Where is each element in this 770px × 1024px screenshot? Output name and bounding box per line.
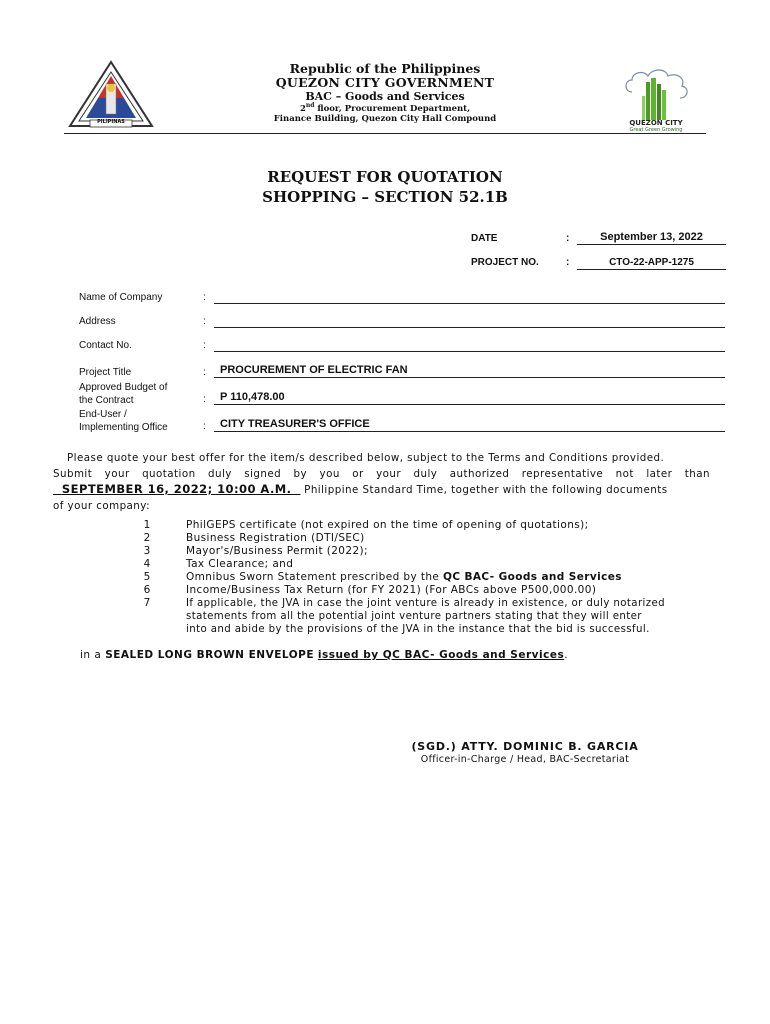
project-title-colon: :: [203, 367, 206, 378]
abc-label-line-2: the Contract: [79, 394, 134, 406]
company-field[interactable]: [214, 290, 725, 304]
company-label: Name of Company: [79, 292, 163, 303]
abc-colon: :: [203, 394, 206, 405]
req-number: 3: [143, 545, 151, 557]
header-floor: 2nd floor, Procurement Department,: [299, 102, 471, 115]
contact-field[interactable]: [214, 338, 725, 352]
document-title: [0, 168, 770, 207]
enduser-colon: :: [203, 421, 206, 432]
req-number: 4: [143, 558, 151, 570]
instruction-line-2: Submit your quotation duly signed by you or your duly authorized representative not later than: [53, 467, 710, 480]
title-line-1: REQUEST FOR QUOTATION: [267, 168, 503, 186]
project-no-value: CTO-22-APP-1275: [577, 257, 726, 270]
header-building: Finance Building, Quezon City Hall Compound: [273, 113, 497, 124]
enduser-label: [79, 409, 168, 434]
instruction-paragraph: [53, 451, 710, 514]
instruction-line-1: Please quote your best offer for the item/s described below, subject to the Terms and Conditions provided.: [67, 452, 665, 464]
deadline: SEPTEMBER 16, 2022; 10:00 A.M.: [61, 482, 292, 496]
project-no-colon: :: [566, 257, 570, 268]
req-number: 5: [143, 571, 151, 583]
req-item: Omnibus Sworn Statement prescribed by the QC BAC- Goods and Services: [186, 571, 622, 583]
header-government: QUEZON CITY GOVERNMENT: [275, 75, 495, 91]
header-bac: BAC – Goods and Services: [305, 89, 465, 103]
instruction-line-4: of your company:: [53, 499, 151, 512]
contact-label: Contact No.: [79, 340, 132, 351]
date-colon: :: [566, 233, 570, 244]
req-item: Business Registration (DTI/SEC): [186, 532, 365, 544]
header-divider: [64, 133, 706, 134]
req-item: Tax Clearance; and: [186, 558, 294, 570]
req-item: If applicable, the JVA in case the joint venture is already in existence, or duly notarized statements from all the potential joint venture partners stating that they will enter into and abide by the provisions of the JVA in the instance that the bid is successful.: [186, 598, 666, 635]
project-no-label: PROJECT NO.: [471, 257, 539, 268]
req-number: 2: [143, 532, 151, 544]
address-label: Address: [79, 316, 116, 327]
instruction-line-3: SEPTEMBER 16, 2022; 10:00 A.M. Philippine Standard Time, together with the following documents: [53, 482, 710, 499]
letterhead: [240, 62, 530, 125]
date-value: September 13, 2022: [577, 231, 726, 245]
address-field[interactable]: [214, 314, 725, 328]
contact-colon: :: [203, 340, 206, 351]
project-title-label: Project Title: [79, 367, 132, 378]
envelope-instruction: in a SEALED LONG BROWN ENVELOPE issued by QC BAC- Goods and Services.: [80, 649, 569, 661]
signatory-title: Officer-in-Charge / Head, BAC-Secretariat: [420, 754, 630, 765]
abc-label-line-1: Approved Budget of: [79, 382, 168, 393]
seal-bottom-text: PILIPINAS: [97, 119, 125, 125]
req-item: PhilGEPS certificate (not expired on the time of opening of quotations);: [186, 519, 589, 531]
abc-value: P 110,478.00: [214, 391, 725, 405]
req-item: Income/Business Tax Return (for FY 2021) (For ABCs above P500,000.00): [186, 584, 597, 596]
enduser-label-line-2: Implementing Office: [79, 421, 168, 433]
address-colon: :: [203, 316, 206, 327]
signatory-name: (SGD.) ATTY. DOMINIC B. GARCIA: [411, 740, 639, 753]
req-item: Mayor's/Business Permit (2022);: [186, 545, 368, 557]
project-title-value: PROCUREMENT OF ELECTRIC FAN: [214, 364, 725, 378]
req-number: 7: [143, 597, 151, 609]
abc-label: [79, 382, 167, 407]
req-number: 6: [143, 584, 151, 596]
enduser-label-line-1: End-User /: [79, 409, 127, 420]
header-republic: Republic of the Philippines: [289, 61, 481, 76]
logo-name: QUEZON CITY: [629, 119, 683, 127]
logo-tagline: Great Green Growing: [629, 127, 683, 133]
company-colon: :: [203, 292, 206, 303]
title-line-2: SHOPPING – SECTION 52.1B: [262, 187, 508, 206]
req-number: 1: [143, 519, 151, 531]
date-label: DATE: [471, 233, 498, 244]
enduser-value: CITY TREASURER'S OFFICE: [214, 418, 725, 432]
